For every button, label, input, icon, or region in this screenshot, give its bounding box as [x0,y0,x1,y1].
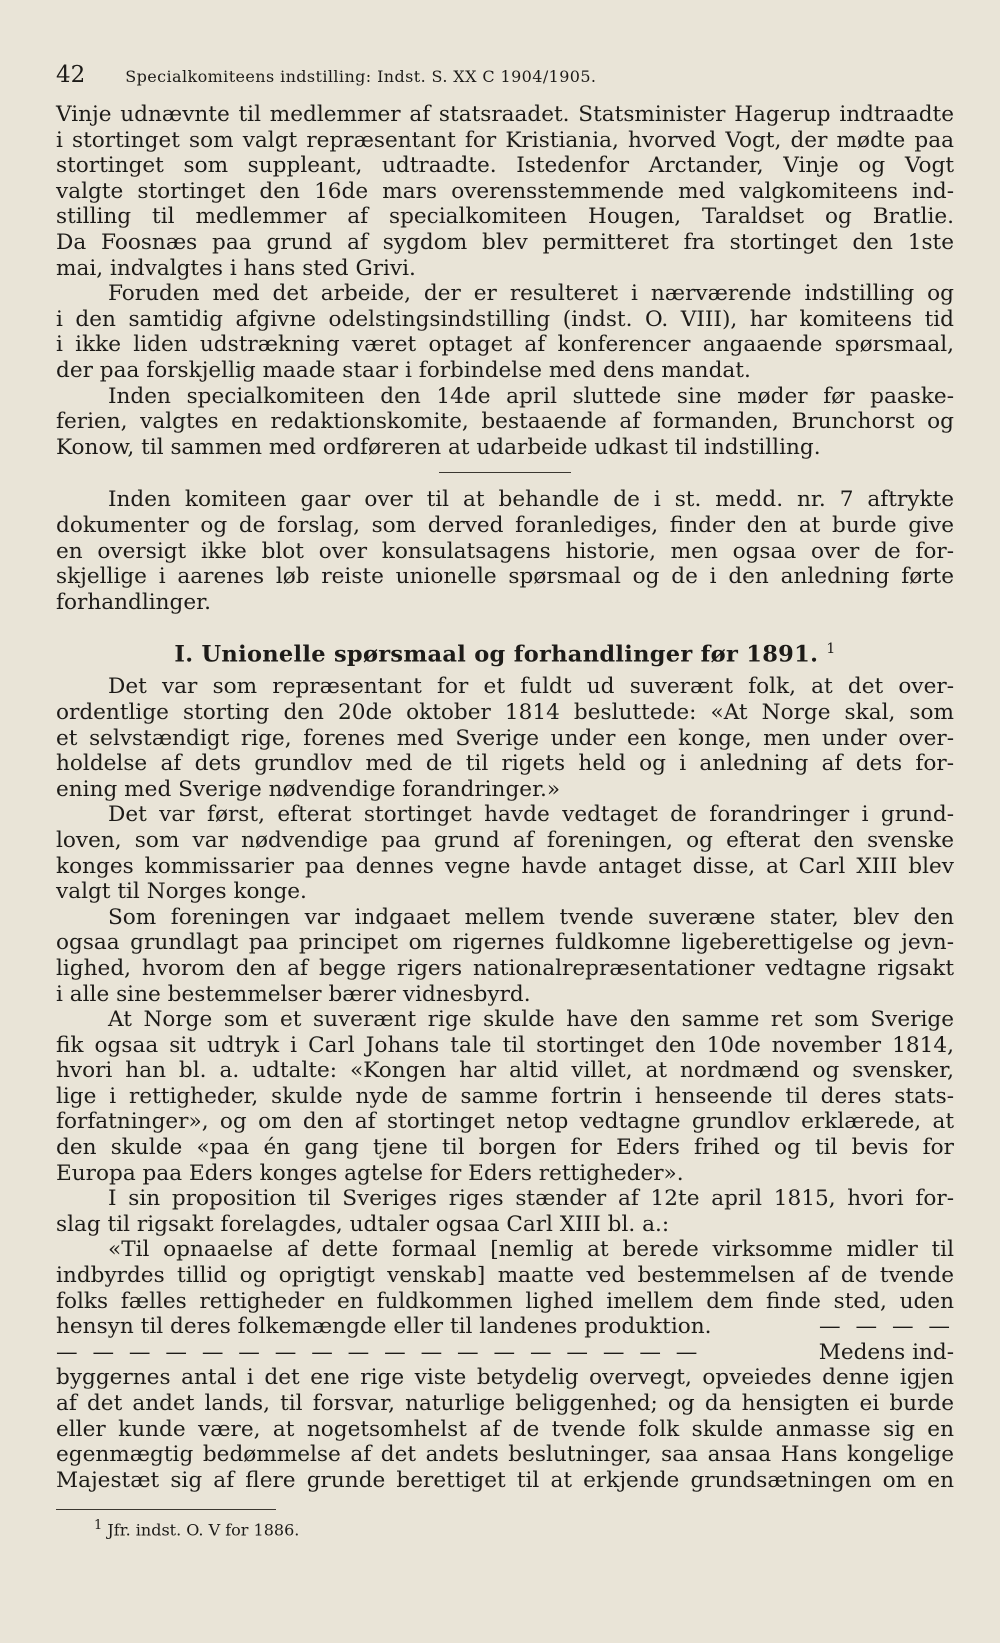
text-line: Vinje udnævnte til medlemmer af statsraadet. Statsminister Hagerup indtraadte [56,102,954,127]
text-line: «Til opnaaelse af dette formaal [nemlig at berede virksomme midler til [108,1237,954,1263]
text-line: holdelse af dets grundlov med de til rigets held og i anledning af dets for- [56,751,954,777]
text-line: ordentlige storting den 20de oktober 1814 besluttede: «At Norge skal, som [56,699,954,725]
footnote-mark: 1 [94,1518,103,1534]
text-line: At Norge som et suverænt rige skulde have den samme ret som Sverige [108,1007,954,1033]
text-line: ogsaa grundlagt paa principet om rigernes fuldkomne ligeberettigelse og jevn- [56,930,954,956]
paragraph [56,674,954,802]
text-line: ferien, valgtes en redaktionskomite, bestaaende af formanden, Brunchorst og [56,409,954,435]
paragraph [56,905,954,1007]
text-line: slag til rigsakt forelagdes, udtaler ogsaa Carl XIII bl. a.: [56,1211,670,1237]
text-line: stilling til medlemmer af specialkomiteen Hougen, Taraldset og Bratlie. [56,204,954,230]
text-line: den skulde «paa én gang tjene til borgen for Eders frihed og til bevis for [56,1135,954,1161]
footnote-divider [56,1509,276,1510]
paragraph [56,1007,954,1186]
section-heading [56,637,954,668]
text-line: Det var først, efterat stortinget havde vedtaget de forandringer i grund- [108,802,954,828]
paragraph [56,281,954,383]
paragraph [56,384,954,461]
text-line: Majestæt sig af flere grunde berettiget til at erkjende grundsætningen om en [56,1467,954,1493]
text-line: mai, indvalgtes i hans sted Grivi. [56,255,416,281]
text-line: Konow, til sammen med ordføreren at udarbeide udkast til indstilling. [56,434,821,460]
text-line: valgt til Norges konge. [56,879,307,905]
text-line: Inden specialkomiteen den 14de april sluttede sine møder før paaske- [108,383,954,409]
text-line: Foruden med det arbeide, der er resulteret i nærværende indstilling og [108,281,954,307]
quote-paragraph [56,1237,954,1339]
text-line: Som foreningen var indgaaet mellem tvende suveræne stater, blev den [108,904,954,930]
text-line-segment: Medens ind- [818,1339,954,1365]
paragraph [56,487,954,615]
page-header [56,62,954,102]
text-line: i den samtidig afgivne odelstingsindstilling (indst. O. VIII), har komiteens tid [56,306,954,332]
text-line: Da Foosnæs paa grund af sygdom blev permitteret fra stortinget den 1ste [56,229,954,255]
body-text [56,102,954,1493]
text-line: egenmægtig bedømmelse af det andets beslutninger, saa ansaa Hans kongelige [56,1442,954,1468]
text-line: fik ogsaa sit udtryk i Carl Johans tale til stortinget den 10de november 1814, [56,1032,954,1058]
text-line: lighed, hvorom den af begge rigers nationalrepræsentationer vedtagne rigsakt [56,955,954,981]
section-divider [439,472,571,473]
text-line: ening med Sverige nødvendige forandringer.» [56,776,561,802]
footnote-text: Jfr. indst. O. V for 1886. [107,1520,300,1540]
text-line: der paa forskjellig maade staar i forbindelse med dens mandat. [56,357,751,383]
text-line: dokumenter og de forslag, som derved foranlediges, finder den at burde give [56,512,954,538]
text-line: byggernes antal i det ene rige viste betydelig overvegt, opveiedes denne igjen [56,1365,954,1391]
text-line: skjellige i aarenes løb reiste unionelle spørsmaal og de i den anledning førte [56,564,954,590]
omission-dashes: — — — — [819,1314,954,1340]
text-line: i alle sine bestemmelser bærer vidnesbyrd. [56,981,531,1007]
text-line [56,1314,954,1340]
omission-dashes: — — — — — — — — — — — — — — — — — — [56,1339,702,1365]
text-line: forfatninger», og om den af stortinget netop vedtagne grundlov erklærede, at [56,1109,954,1135]
text-line: loven, som var nødvendige paa grund af foreningen, og efterat den svenske [56,827,954,853]
text-line: et selvstændigt rige, forenes med Sverige under een konge, men under over- [56,725,954,751]
text-line: i stortinget som valgt repræsentant for Kristiania, hvorved Vogt, der mødte paa [56,127,954,153]
text-line: Europa paa Eders konges agtelse for Eders rettigheder». [56,1160,684,1186]
text-line: en oversigt ikke blot over konsulatsagens historie, men ogsaa over de for- [56,538,954,564]
text-line: hvori han bl. a. udtalte: «Kongen har altid villet, at nordmænd og svensker, [56,1058,954,1084]
text-line: konges kommissarier paa dennes vegne havde antaget disse, at Carl XIII blev [56,853,954,879]
running-title: Specialkomiteens indstilling: Indst. S. XX C 1904/1905. [125,67,597,86]
page-number: 42 [56,62,86,88]
footnote-reference[interactable]: 1 [826,641,836,658]
text-line: Det var som repræsentant for et fuldt ud suverænt folk, at det over- [108,674,954,700]
text-line: lige i rettigheder, skulde nyde de samme fortrin i henseende til deres stats- [56,1083,954,1109]
section-heading-text: I. Unionelle spørsmaal og forhandlinger før 1891. [174,641,819,668]
paragraph [56,1186,954,1237]
text-line: valgte stortinget den 16de mars overensstemmende med valgkomiteens ind- [56,178,954,204]
text-line: folks fælles rettigheder en fuldkommen lighed imellem dem finde sted, uden [56,1288,954,1314]
text-line: stortinget som suppleant, udtraadte. Istedenfor Arctander, Vinje og Vogt [56,153,954,179]
text-line: forhandlinger. [56,589,211,615]
text-line [56,1340,954,1366]
paragraph [56,102,954,281]
text-line: I sin proposition til Sveriges riges stænder af 12te april 1815, hvori for- [108,1186,954,1212]
text-line-segment: hensyn til deres folkemængde eller til landenes produktion. [56,1314,712,1340]
text-line: i ikke liden udstrækning været optaget af konferencer angaaende spørsmaal, [56,332,954,358]
footnote [56,1518,954,1539]
text-line: indbyrdes tillid og oprigtigt venskab] maatte ved bestemmelsen af de tvende [56,1263,954,1289]
text-line: eller kunde være, at nogetsomhelst af de tvende folk skulde anmasse sig en [56,1416,954,1442]
quote-paragraph [56,1340,954,1494]
text-line: af det andet lands, til forsvar, naturlige beliggenhed; og da hensigten ei burde [56,1391,954,1416]
text-line: Inden komiteen gaar over til at behandle de i st. medd. nr. 7 aftrykte [108,487,954,513]
paragraph [56,802,954,904]
